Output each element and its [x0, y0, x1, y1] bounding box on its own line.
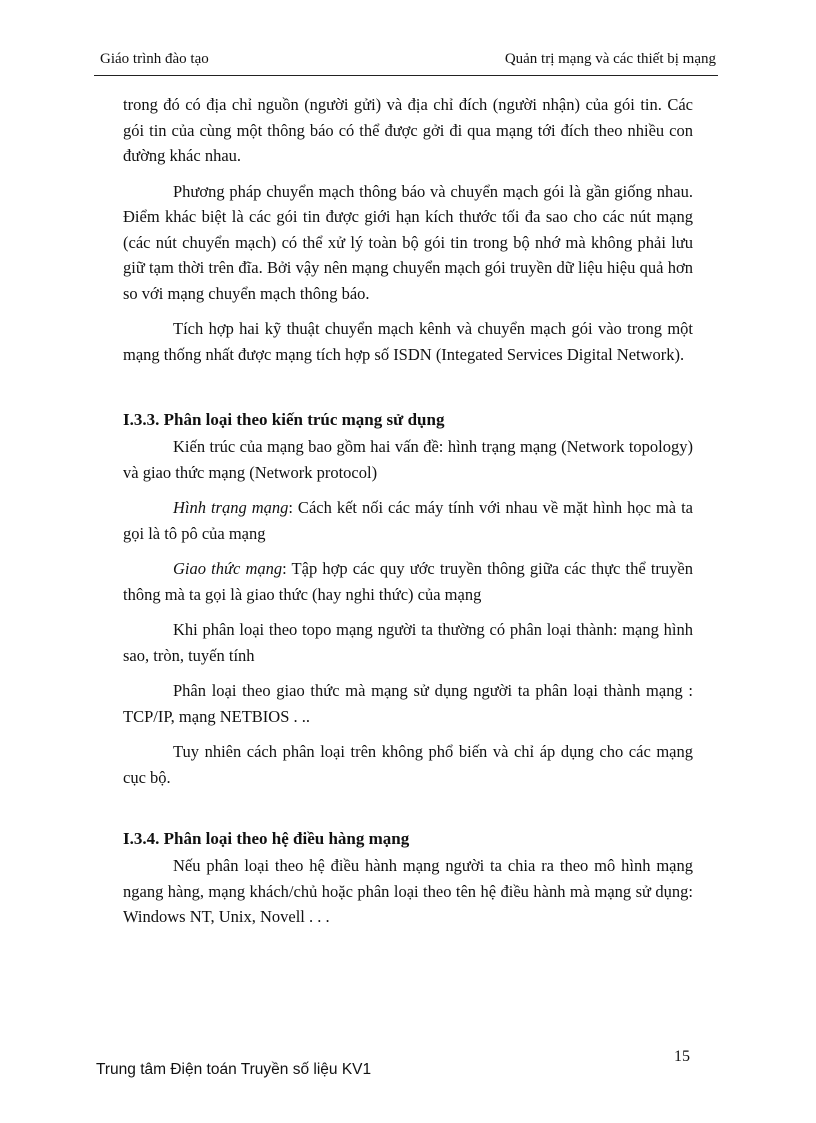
header-left-title: Giáo trình đào tạo: [100, 51, 209, 67]
paragraph: Khi phân loại theo topo mạng người ta thường có phân loại thành: mạng hình sao, tròn, tuyến tính: [123, 620, 693, 665]
paragraph: Nếu phân loại theo hệ điều hành mạng người ta chia ra theo mô hình mạng ngang hàng, mạng khách/chủ hoặc phân loại theo tên hệ điều hành mà mạng sử dụng: Windows NT, Unix, Novell . . .: [123, 856, 693, 926]
term-topology: Hình trạng mạng: [173, 498, 289, 517]
header-right-title: Quản trị mạng và các thiết bị mạng: [504, 51, 716, 67]
page-body: [123, 92, 693, 930]
footer-organization: Trung tâm Điện toán Truyền số liệu KV1: [96, 1061, 372, 1078]
paragraph: Tuy nhiên cách phân loại trên không phổ biến và chỉ áp dụng cho các mạng cục bộ.: [123, 742, 693, 787]
paragraph: Kiến trúc của mạng bao gồm hai vấn đề: hình trạng mạng (Network topology) và giao thức mạng (Network protocol): [123, 437, 693, 482]
paragraph-protocol-definition: [123, 556, 693, 607]
paragraph-topology-definition: [123, 495, 693, 546]
paragraph: Phương pháp chuyển mạch thông báo và chuyển mạch gói là gần giống nhau. Điểm khác biệt là các gói tin được giới hạn kích thước tối đa sao cho các nút mạng (các nút chuyển mạch) có thể xử lý toàn bộ gói tin trong bộ nhớ mà không phải lưu giữ tạm thời trên đĩa. Bởi vậy nên mạng chuyển mạch gói truyền dữ liệu hiệu quả hơn so với mạng chuyển mạch thông báo.: [123, 181, 693, 303]
header-rule: [94, 75, 718, 76]
section-heading-architecture: I.3.3. Phân loại theo kiến trúc mạng sử dụng: [123, 410, 445, 429]
page-number: 15: [674, 1048, 690, 1065]
paragraph: Phân loại theo giao thức mà mạng sử dụng người ta phân loại thành mạng : TCP/IP, mạng NETBIOS . ..: [123, 681, 693, 726]
term-protocol: Giao thức mạng: [173, 559, 283, 578]
paragraph: trong đó có địa chỉ nguồn (người gửi) và địa chỉ đích (người nhận) của gói tin. Các gói tin của cùng một thông báo có thể được gởi đi qua mạng tới đích theo nhiều con đường khác nhau.: [123, 95, 693, 165]
paragraph: Tích hợp hai kỹ thuật chuyển mạch kênh và chuyển mạch gói vào trong một mạng thống nhất được mạng tích hợp số ISDN (Integated Services Digital Network).: [123, 319, 693, 364]
definition-text: : Cách kết nối các máy tính với nhau về mặt hình học mà ta gọi là tô pô của mạng: [123, 498, 693, 543]
page-header: [92, 50, 716, 68]
definition-text: : Tập hợp các quy ước truyền thông giữa các thực thể truyền thông mà ta gọi là giao thức (hay nghi thức) của mạng: [123, 559, 693, 604]
section-heading-network-os: I.3.4. Phân loại theo hệ điều hàng mạng: [123, 829, 410, 848]
